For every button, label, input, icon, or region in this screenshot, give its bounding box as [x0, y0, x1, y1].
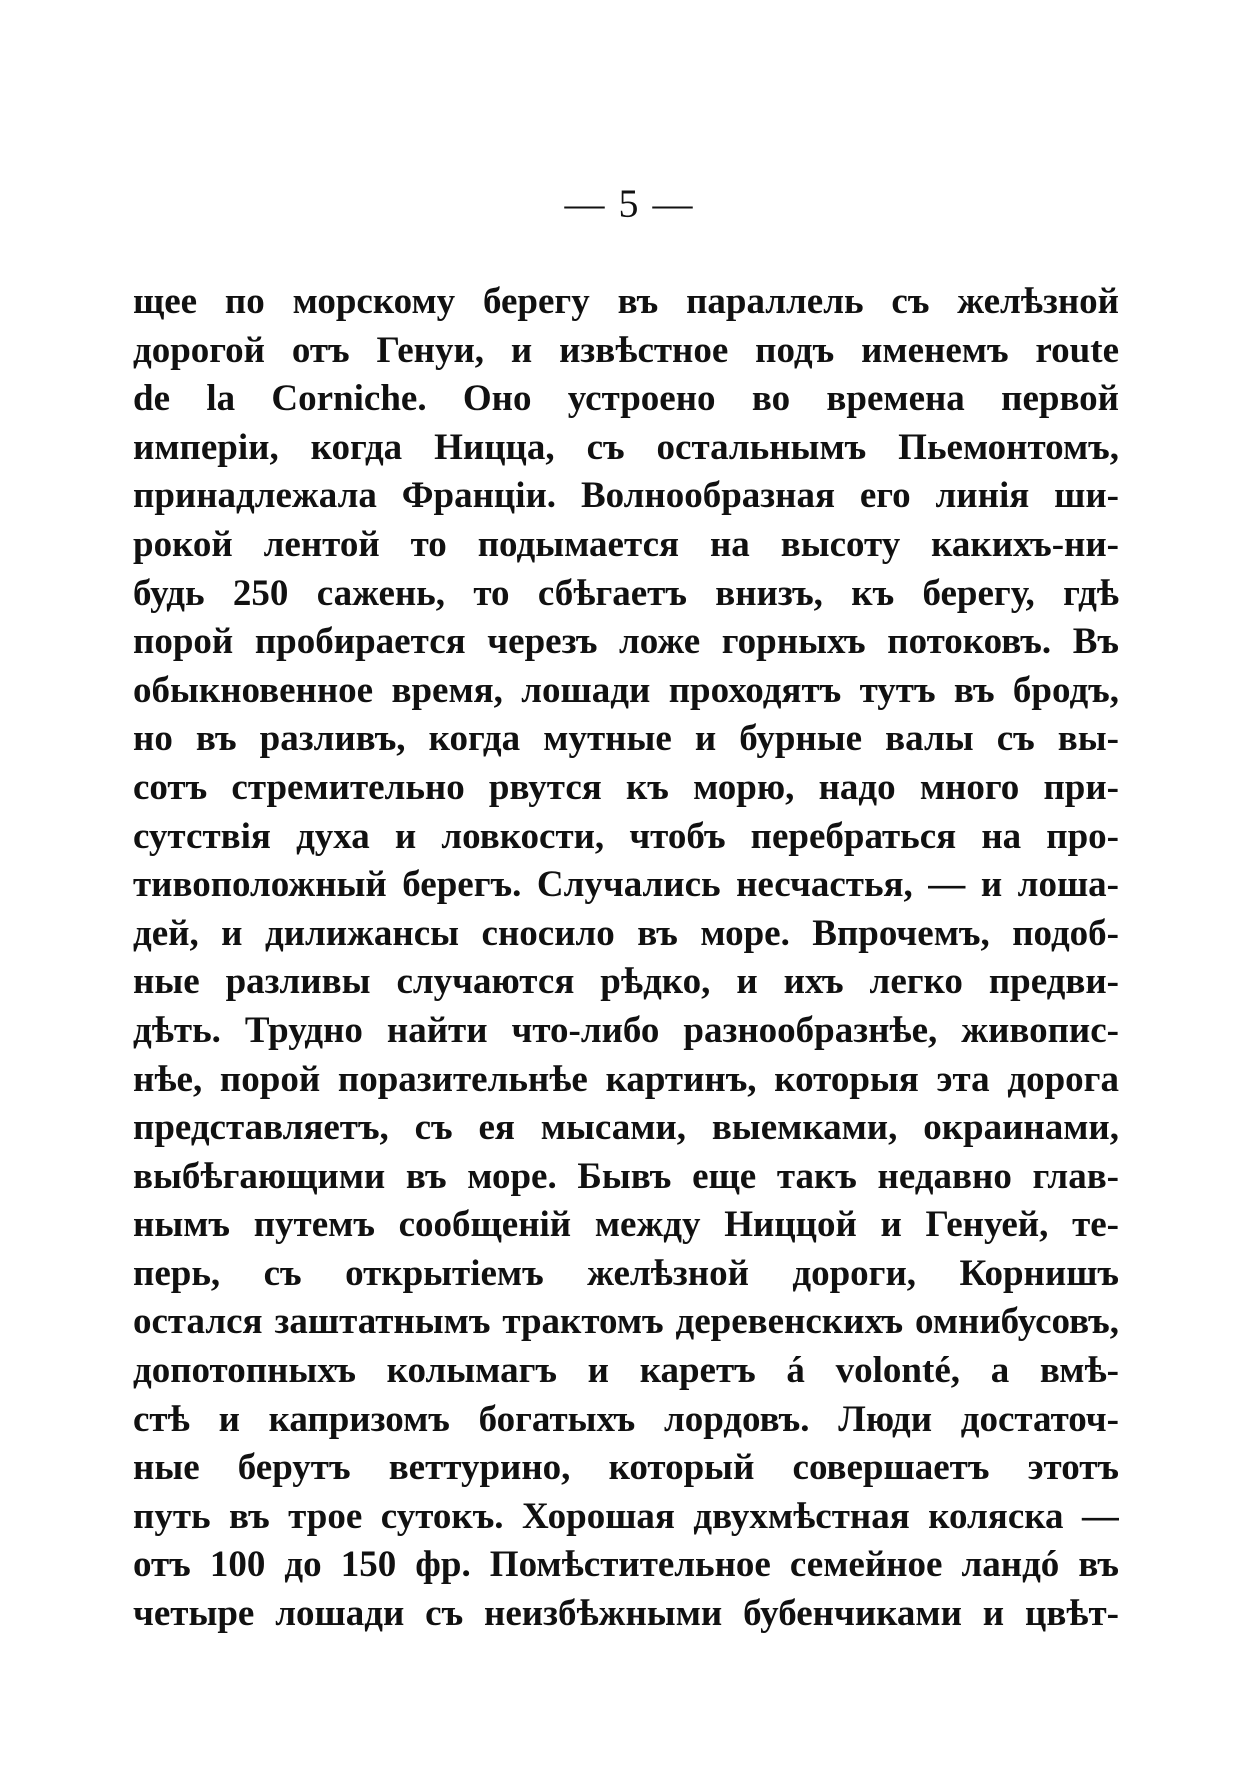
text-line: перь, съ открытіемъ желѣзной дороги, Корнишъ: [133, 1252, 1119, 1294]
text-line: щее по морскому берегу въ параллель съ желѣзной: [133, 281, 1119, 322]
text-line: нымъ путемъ сообщеній между Ниццой и Генуей, те-: [133, 1204, 1119, 1246]
text-line: дѣть. Трудно найти что-либо разнообразнѣе, живопис-: [133, 1009, 1119, 1051]
text-line: имперіи, когда Ницца, съ остальнымъ Пьемонтомъ,: [133, 426, 1119, 468]
text-line: сотъ стремительно рвутся къ морю, надо много при-: [133, 766, 1119, 808]
text-line: порой пробирается черезъ ложе горныхъ потоковъ. Въ: [133, 621, 1119, 663]
text-line: дей, и дилижансы сносило въ море. Впрочемъ, подоб-: [133, 912, 1119, 954]
text-line: стѣ и капризомъ богатыхъ лордовъ. Люди достаточ-: [133, 1398, 1119, 1440]
text-line: представляетъ, съ ея мысами, выемками, окраинами,: [133, 1107, 1119, 1149]
text-line: допотопныхъ колымагъ и каретъ á volonté, а вмѣ-: [133, 1350, 1119, 1392]
text-line: сутствія духа и ловкости, чтобъ перебраться на про-: [133, 815, 1119, 857]
text-line: остался заштатнымъ трактомъ деревенскихъ омнибусовъ,: [133, 1301, 1119, 1343]
text-line: de la Corniche. Оно устроено во времена первой: [133, 378, 1119, 420]
body-text: [133, 278, 1119, 1639]
text-line: отъ 100 до 150 фр. Помѣстительное семейное ландó въ: [133, 1544, 1119, 1586]
text-line: рокой лентой то подымается на высоту какихъ-ни-: [133, 523, 1119, 565]
page-number: — 5 —: [564, 181, 695, 226]
text-line: тивоположный берегъ. Случались несчастья, — и лоша-: [133, 864, 1119, 906]
text-line: выбѣгающими въ море. Бывъ еще такъ недавно глав-: [133, 1155, 1119, 1197]
text-line: четыре лошади съ неизбѣжными бубенчиками и цвѣт-: [133, 1593, 1119, 1635]
text-line: дорогой отъ Генуи, и извѣстное подъ именемъ route: [133, 329, 1119, 371]
text-line: ные разливы случаются рѣдко, и ихъ легко предви-: [133, 961, 1119, 1003]
text-line: путь въ трое сутокъ. Хорошая двухмѣстная коляска —: [133, 1495, 1119, 1537]
text-line: будь 250 сажень, то сбѣгаетъ внизъ, къ берегу, гдѣ: [133, 572, 1119, 614]
text-line: но въ разливъ, когда мутные и бурные валы съ вы-: [133, 718, 1119, 760]
text-line: принадлежала Франціи. Волнообразная его линія ши-: [133, 475, 1119, 517]
text-line: нѣе, порой поразительнѣе картинъ, которыя эта дорога: [133, 1058, 1119, 1100]
text-line: обыкновенное время, лошади проходятъ тутъ въ бродъ,: [133, 669, 1119, 711]
text-line: ные берутъ веттурино, который совершаетъ этотъ: [133, 1447, 1119, 1489]
